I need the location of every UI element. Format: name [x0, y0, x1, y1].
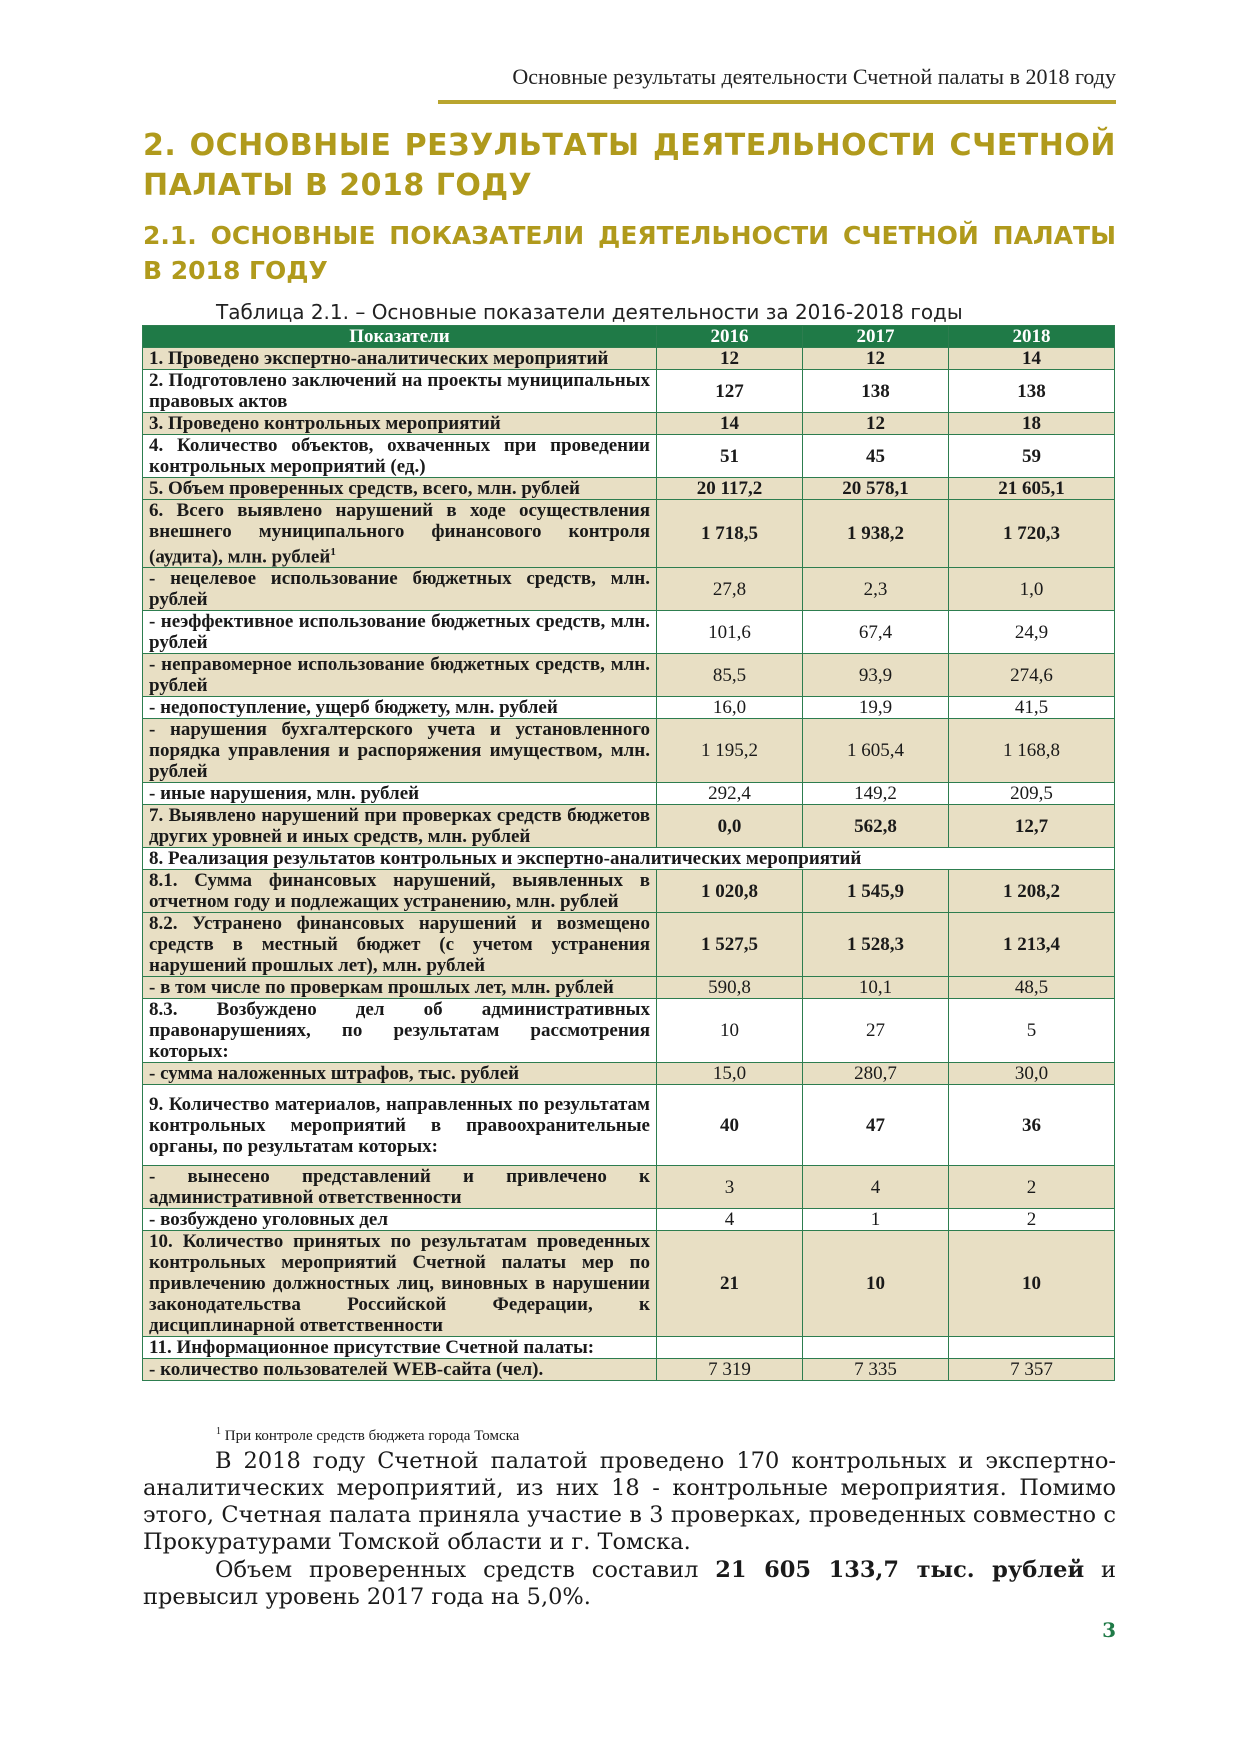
- value-2018: 1 168,8: [949, 719, 1115, 783]
- table-row: [143, 478, 1115, 500]
- value-2017: 2,3: [803, 568, 949, 611]
- paragraph-2-amount: 21 605 133,7 тыс. рублей: [715, 1557, 1085, 1583]
- value-2018: 1 720,3: [949, 500, 1115, 568]
- value-2017: 562,8: [803, 805, 949, 848]
- value-2017: 93,9: [803, 654, 949, 697]
- value-2016: 101,6: [657, 611, 803, 654]
- table-row: [143, 977, 1115, 999]
- running-head-rule: [438, 100, 1116, 104]
- value-2016: 127: [657, 370, 803, 413]
- value-2018: 10: [949, 1231, 1115, 1337]
- value-2016: 10: [657, 999, 803, 1063]
- value-2017: 280,7: [803, 1063, 949, 1085]
- value-2016: [657, 1337, 803, 1359]
- indicators-table: [142, 325, 1115, 1381]
- row-label: - сумма наложенных штрафов, тыс. рублей: [143, 1063, 657, 1085]
- value-2017: 19,9: [803, 697, 949, 719]
- table-row: [143, 654, 1115, 697]
- table-footnote: [216, 1426, 519, 1445]
- paragraph-2-text-before: Объем проверенных средств составил: [215, 1557, 716, 1583]
- row-label: - неэффективное использование бюджетных средств, млн. рублей: [143, 611, 657, 654]
- row-label: 11. Информационное присутствие Счетной палаты:: [143, 1337, 657, 1359]
- row-label: 4. Количество объектов, охваченных при проведении контрольных мероприятий (ед.): [143, 435, 657, 478]
- value-2018: 12,7: [949, 805, 1115, 848]
- row-label: 3. Проведено контрольных мероприятий: [143, 413, 657, 435]
- value-2018: 24,9: [949, 611, 1115, 654]
- value-2018: 209,5: [949, 783, 1115, 805]
- value-2018: 18: [949, 413, 1115, 435]
- value-2017: 1 938,2: [803, 500, 949, 568]
- paragraph-2-text-after: и превысил уровень 2017 года на 5,0%.: [143, 1557, 1116, 1610]
- row-label: - нецелевое использование бюджетных средств, млн. рублей: [143, 568, 657, 611]
- table-row: [143, 913, 1115, 977]
- table-row: [143, 435, 1115, 478]
- value-2018: 1,0: [949, 568, 1115, 611]
- table-row: [143, 1359, 1115, 1381]
- row-label: 6. Всего выявлено нарушений в ходе осуществления внешнего муниципального финансового контроля (аудита), млн. рублей$^1$: [143, 500, 657, 568]
- row-label: 8.2. Устранено финансовых нарушений и возмещено средств в местный бюджет (с учетом устранения нарушений прошлых лет), млн. рублей: [143, 913, 657, 977]
- value-2018: 14: [949, 348, 1115, 370]
- table-row: [143, 697, 1115, 719]
- value-2017: 1: [803, 1209, 949, 1231]
- table-row: [143, 1085, 1115, 1166]
- value-2016: 1 195,2: [657, 719, 803, 783]
- value-2017: 1 605,4: [803, 719, 949, 783]
- value-2018: 21 605,1: [949, 478, 1115, 500]
- value-2016: 3: [657, 1166, 803, 1209]
- value-2017: 138: [803, 370, 949, 413]
- section-heading: 2. ОСНОВНЫЕ РЕЗУЛЬТАТЫ ДЕЯТЕЛЬНОСТИ СЧЕТНОЙ ПАЛАТЫ В 2018 ГОДУ: [143, 128, 1116, 203]
- value-2016: 1 020,8: [657, 870, 803, 913]
- value-2018: 30,0: [949, 1063, 1115, 1085]
- value-2018: 138: [949, 370, 1115, 413]
- table-row: [143, 1063, 1115, 1085]
- value-2016: 16,0: [657, 697, 803, 719]
- subsection-heading: 2.1. ОСНОВНЫЕ ПОКАЗАТЕЛИ ДЕЯТЕЛЬНОСТИ СЧЕТНОЙ ПАЛАТЫ В 2018 ГОДУ: [143, 221, 1116, 285]
- table-row: [143, 568, 1115, 611]
- paragraph-2: [143, 1557, 1116, 1611]
- value-2018: 274,6: [949, 654, 1115, 697]
- header-2016: 2016: [657, 326, 803, 348]
- value-2016: 590,8: [657, 977, 803, 999]
- paragraph-1-text: В 2018 году Счетной палатой проведено 170 контрольных и экспертно-аналитических мероприятий, из них 18 - контрольные мероприятия. Помимо этого, Счетная палата приняла участие в 3 проверках, проведенных совместно с Прокуратурами Томской области и г. Томска.: [143, 1448, 1116, 1555]
- table-row: [143, 348, 1115, 370]
- value-2016: 1 718,5: [657, 500, 803, 568]
- row-label: 10. Количество принятых по результатам проведенных контрольных мероприятий Счетной палаты мер по привлечению должностных лиц, виновных в нарушении законодательства Российской Федерации, к дисциплинарной ответственности: [143, 1231, 657, 1337]
- row-label: - недопоступление, ущерб бюджету, млн. рублей: [143, 697, 657, 719]
- value-2016: 14: [657, 413, 803, 435]
- value-2018: 7 357: [949, 1359, 1115, 1381]
- value-2018: 48,5: [949, 977, 1115, 999]
- row-label: 8. Реализация результатов контрольных и экспертно-аналитических мероприятий: [143, 848, 1115, 870]
- value-2016: 12: [657, 348, 803, 370]
- value-2018: 59: [949, 435, 1115, 478]
- value-2018: 1 213,4: [949, 913, 1115, 977]
- value-2017: 45: [803, 435, 949, 478]
- table-row: [143, 413, 1115, 435]
- row-label: 8.1. Сумма финансовых нарушений, выявленных в отчетном году и подлежащих устранению, млн. рублей: [143, 870, 657, 913]
- value-2017: 4: [803, 1166, 949, 1209]
- table-row: [143, 611, 1115, 654]
- value-2016: 4: [657, 1209, 803, 1231]
- value-2016: 27,8: [657, 568, 803, 611]
- row-label: 7. Выявлено нарушений при проверках средств бюджетов других уровней и иных средств, млн. рублей: [143, 805, 657, 848]
- header-indicators: Показатели: [143, 326, 657, 348]
- value-2017: 12: [803, 413, 949, 435]
- table-row: [143, 783, 1115, 805]
- value-2018: [949, 1337, 1115, 1359]
- value-2018: 1 208,2: [949, 870, 1115, 913]
- value-2017: 10: [803, 1231, 949, 1337]
- row-label: - иные нарушения, млн. рублей: [143, 783, 657, 805]
- value-2016: 0,0: [657, 805, 803, 848]
- value-2017: [803, 1337, 949, 1359]
- value-2016: 51: [657, 435, 803, 478]
- table-row: [143, 500, 1115, 568]
- table-row: [143, 370, 1115, 413]
- table-row: [143, 848, 1115, 870]
- row-label: - в том числе по проверкам прошлых лет, млн. рублей: [143, 977, 657, 999]
- page-number: 3: [1102, 1618, 1116, 1642]
- value-2016: 292,4: [657, 783, 803, 805]
- row-label: - возбуждено уголовных дел: [143, 1209, 657, 1231]
- value-2017: 1 545,9: [803, 870, 949, 913]
- table-row: [143, 1231, 1115, 1337]
- table-row: [143, 999, 1115, 1063]
- value-2017: 27: [803, 999, 949, 1063]
- footnote-mark: 1: [216, 1426, 221, 1437]
- table-row: [143, 1166, 1115, 1209]
- value-2018: 36: [949, 1085, 1115, 1166]
- footnote-text: При контроле средств бюджета города Томска: [224, 1428, 520, 1444]
- row-label: 2. Подготовлено заключений на проекты муниципальных правовых актов: [143, 370, 657, 413]
- value-2016: 21: [657, 1231, 803, 1337]
- value-2018: 2: [949, 1209, 1115, 1231]
- value-2017: 10,1: [803, 977, 949, 999]
- header-2017: 2017: [803, 326, 949, 348]
- row-label: - количество пользователей WEB-сайта (чел).: [143, 1359, 657, 1381]
- footnote-ref: 1: [330, 546, 336, 558]
- table-row: [143, 805, 1115, 848]
- row-label: 8.3. Возбуждено дел об административных правонарушениях, по результатам рассмотрения которых:: [143, 999, 657, 1063]
- value-2018: 2: [949, 1166, 1115, 1209]
- table-caption: Таблица 2.1. – Основные показатели деятельности за 2016-2018 годы: [216, 300, 963, 324]
- value-2018: 41,5: [949, 697, 1115, 719]
- value-2018: 5: [949, 999, 1115, 1063]
- row-label: 5. Объем проверенных средств, всего, млн. рублей: [143, 478, 657, 500]
- table-row: [143, 1209, 1115, 1231]
- value-2017: 1 528,3: [803, 913, 949, 977]
- row-label: 9. Количество материалов, направленных по результатам контрольных мероприятий в правоохранительные органы, по результатам которых:: [143, 1085, 657, 1166]
- value-2016: 1 527,5: [657, 913, 803, 977]
- value-2017: 20 578,1: [803, 478, 949, 500]
- value-2017: 67,4: [803, 611, 949, 654]
- running-head: Основные результаты деятельности Счетной палаты в 2018 году: [512, 64, 1116, 89]
- value-2016: 40: [657, 1085, 803, 1166]
- value-2017: 12: [803, 348, 949, 370]
- value-2017: 7 335: [803, 1359, 949, 1381]
- value-2017: 47: [803, 1085, 949, 1166]
- row-label: 1. Проведено экспертно-аналитических мероприятий: [143, 348, 657, 370]
- row-label: - нарушения бухгалтерского учета и установленного порядка управления и распоряжения имуществом, млн. рублей: [143, 719, 657, 783]
- value-2016: 7 319: [657, 1359, 803, 1381]
- value-2017: 149,2: [803, 783, 949, 805]
- row-label: - вынесено представлений и привлечено к административной ответственности: [143, 1166, 657, 1209]
- value-2016: 85,5: [657, 654, 803, 697]
- value-2016: 20 117,2: [657, 478, 803, 500]
- table-row: [143, 870, 1115, 913]
- table-row: [143, 1337, 1115, 1359]
- table-row: [143, 719, 1115, 783]
- paragraph-1: [143, 1448, 1116, 1556]
- value-2016: 15,0: [657, 1063, 803, 1085]
- header-2018: 2018: [949, 326, 1115, 348]
- row-label: - неправомерное использование бюджетных средств, млн. рублей: [143, 654, 657, 697]
